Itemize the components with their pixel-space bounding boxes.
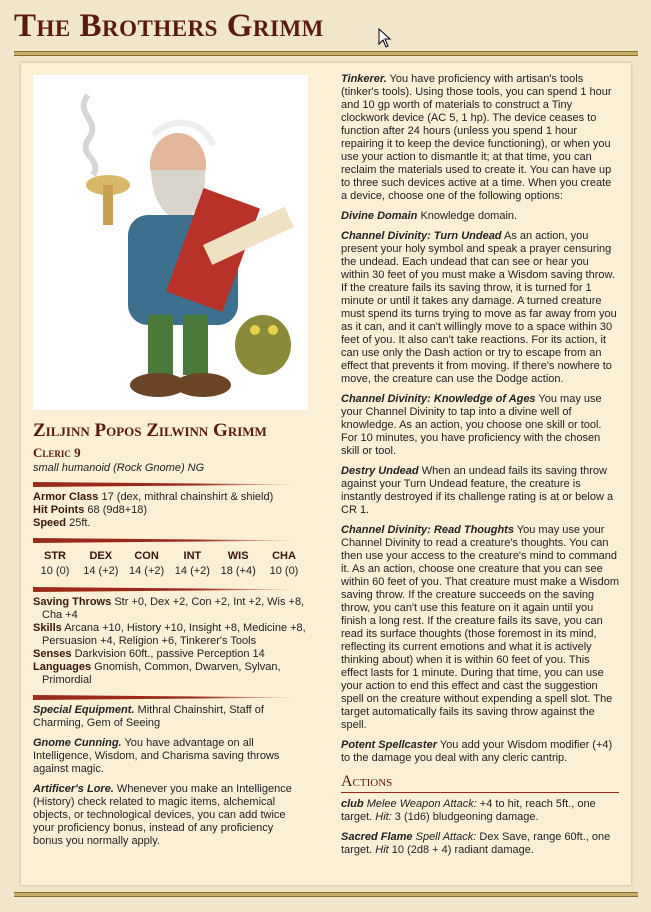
left-column <box>33 75 306 855</box>
monster-type: small humanoid (Rock Gnome) NG <box>33 462 205 474</box>
monster-name: Ziljinn Popos Zilwinn Grimm <box>33 420 267 441</box>
ability-dex: DEX 14 (+2) <box>83 550 119 577</box>
action-club: club Melee Weapon Attack: +4 to hit, reach 5ft., one target. Hit: 3 (1d6) bludgeoning damage. <box>341 798 596 823</box>
trait-read-thoughts: Channel Divinity: Read Thoughts You may use your Channel Divinity to read a creature's thoughts. You can then use your access to the creature's mind to command it. As an action, choose one creature that you can see within 60 feet of you. That creature must make a Wisdom saving throw. If the creature succeeds on the saving throw, you can't use this feature on it again until you finish a long rest. If the creature fails its save, you can read its surface thoughts (those foremost in its mind, reflecting its current emotions and what it is actively thinking about) when it is within 60 feet of you. This effect lasts for 1 minute. During that time, you can use your action to end this effect and cast the suggestion spell on the creature without expending a spell slot. The target automatically fails its saving throw against the spell. <box>341 524 619 731</box>
ability-str: STR 10 (0) <box>40 550 70 577</box>
trait-potent-spellcaster: Potent Spellcaster You add your Wisdom modifier (+4) to the damage you deal with any cleric cantrip. <box>341 739 613 764</box>
bottom-divider <box>14 892 638 897</box>
right-column <box>341 73 619 864</box>
page-title: The Brothers Grimm <box>14 8 324 44</box>
ability-scores <box>33 549 306 579</box>
mouse-cursor-icon <box>378 28 392 48</box>
trait-turn-undead: Channel Divinity: Turn Undead As an action, you present your holy symbol and speak a prayer censuring the undead. Each undead that can see or hear you within 30 feet of you must make a Wisdom saving throw. If the creature fails its saving throw, it is turned for 1 minute or until it takes any damage. A turned creature must spend its turns trying to move as far away from you as it can, and it can't willingly move to a space within 30 feet of you. It also can't take reactions. For its action, it can use only the Dash action or try to escape from an effect that prevents it from moving. If there's nowhere to move, the creature can use the Dodge action. <box>341 230 617 385</box>
section-divider <box>33 482 306 487</box>
trait-artificers-lore: Artificer's Lore. Whenever you make an Intelligence (History) check related to magic items, alchemical objects, or technological devices, you can add twice your proficiency bonus, instead of any proficiency bonus you normally apply. <box>33 783 292 847</box>
hit-points-line: Hit Points 68 (9d8+18) <box>33 504 148 516</box>
trait-tinkerer: Tinkerer. You have proficiency with artisan's tools (tinker's tools). Using those tools, you can spend 1 hour and 10 gp worth of materials to construct a Tiny clockwork device (AC 5, 1 hp). The device ceases to function after 24 hours (unless you spend 1 hour repairing it to keep the device functioning), or when you use your action to dismantle it; at that time, you can reclaim the materials used to create it. You can have up to three such devices active at a time. When you create a device, choose one of the following options: <box>341 73 612 202</box>
section-divider <box>33 695 306 700</box>
section-divider <box>33 587 306 592</box>
speed-line: Speed 25ft. <box>33 517 91 529</box>
saving-throws-line: Saving Throws Str +0, Dex +2, Con +2, Int +2, Wis +8, Cha +4 <box>33 596 305 621</box>
trait-destroy-undead: Destry Undead When an undead fails its saving throw against your Turn Undead feature, the creature is instantly destroyed if its challenge rating is at or below a CR 1. <box>341 465 614 516</box>
action-sacred-flame: Sacred Flame Spell Attack: Dex Save, range 60ft., one target. Hit 10 (2d8 + 4) radiant damage. <box>341 831 611 856</box>
armor-class-line: Armor Class 17 (dex, mithral chainshirt & shield) <box>33 491 274 503</box>
character-portrait <box>33 75 308 410</box>
skills-line: Skills Arcana +10, History +10, Insight +8, Medicine +8, Persuasion +4, Religion +6, Tinkerer's Tools <box>33 622 306 647</box>
trait-gnome-cunning: Gnome Cunning. You have advantage on all Intelligence, Wisdom, and Charisma saving throws against magic. <box>33 737 280 775</box>
stat-block-card <box>21 63 631 885</box>
senses-line: Senses Darkvision 60ft., passive Perception 14 <box>33 648 265 660</box>
trait-knowledge-of-ages: Channel Divinity: Knowledge of Ages You may use your Channel Divinity to tap into a divine well of knowledge. As an action, you choose one skill or tool. For 10 minutes, you have proficiency with the chosen skill or tool. <box>341 393 602 457</box>
trait-special-equipment: Special Equipment. Mithral Chainshirt, Staff of Charming, Gem of Seeing <box>33 704 264 729</box>
ability-wis: WIS 18 (+4) <box>220 550 256 577</box>
ability-int: INT 14 (+2) <box>174 550 210 577</box>
ability-cha: CHA 10 (0) <box>269 550 299 577</box>
ability-con: CON 14 (+2) <box>129 550 165 577</box>
top-divider <box>14 51 638 56</box>
languages-line: Languages Gnomish, Common, Dwarven, Sylvan, Primordial <box>33 661 281 686</box>
trait-divine-domain: Divine Domain Knowledge domain. <box>341 210 518 222</box>
actions-heading: Actions <box>341 773 619 793</box>
monster-class: Cleric 9 <box>33 445 81 460</box>
section-divider <box>33 538 306 543</box>
